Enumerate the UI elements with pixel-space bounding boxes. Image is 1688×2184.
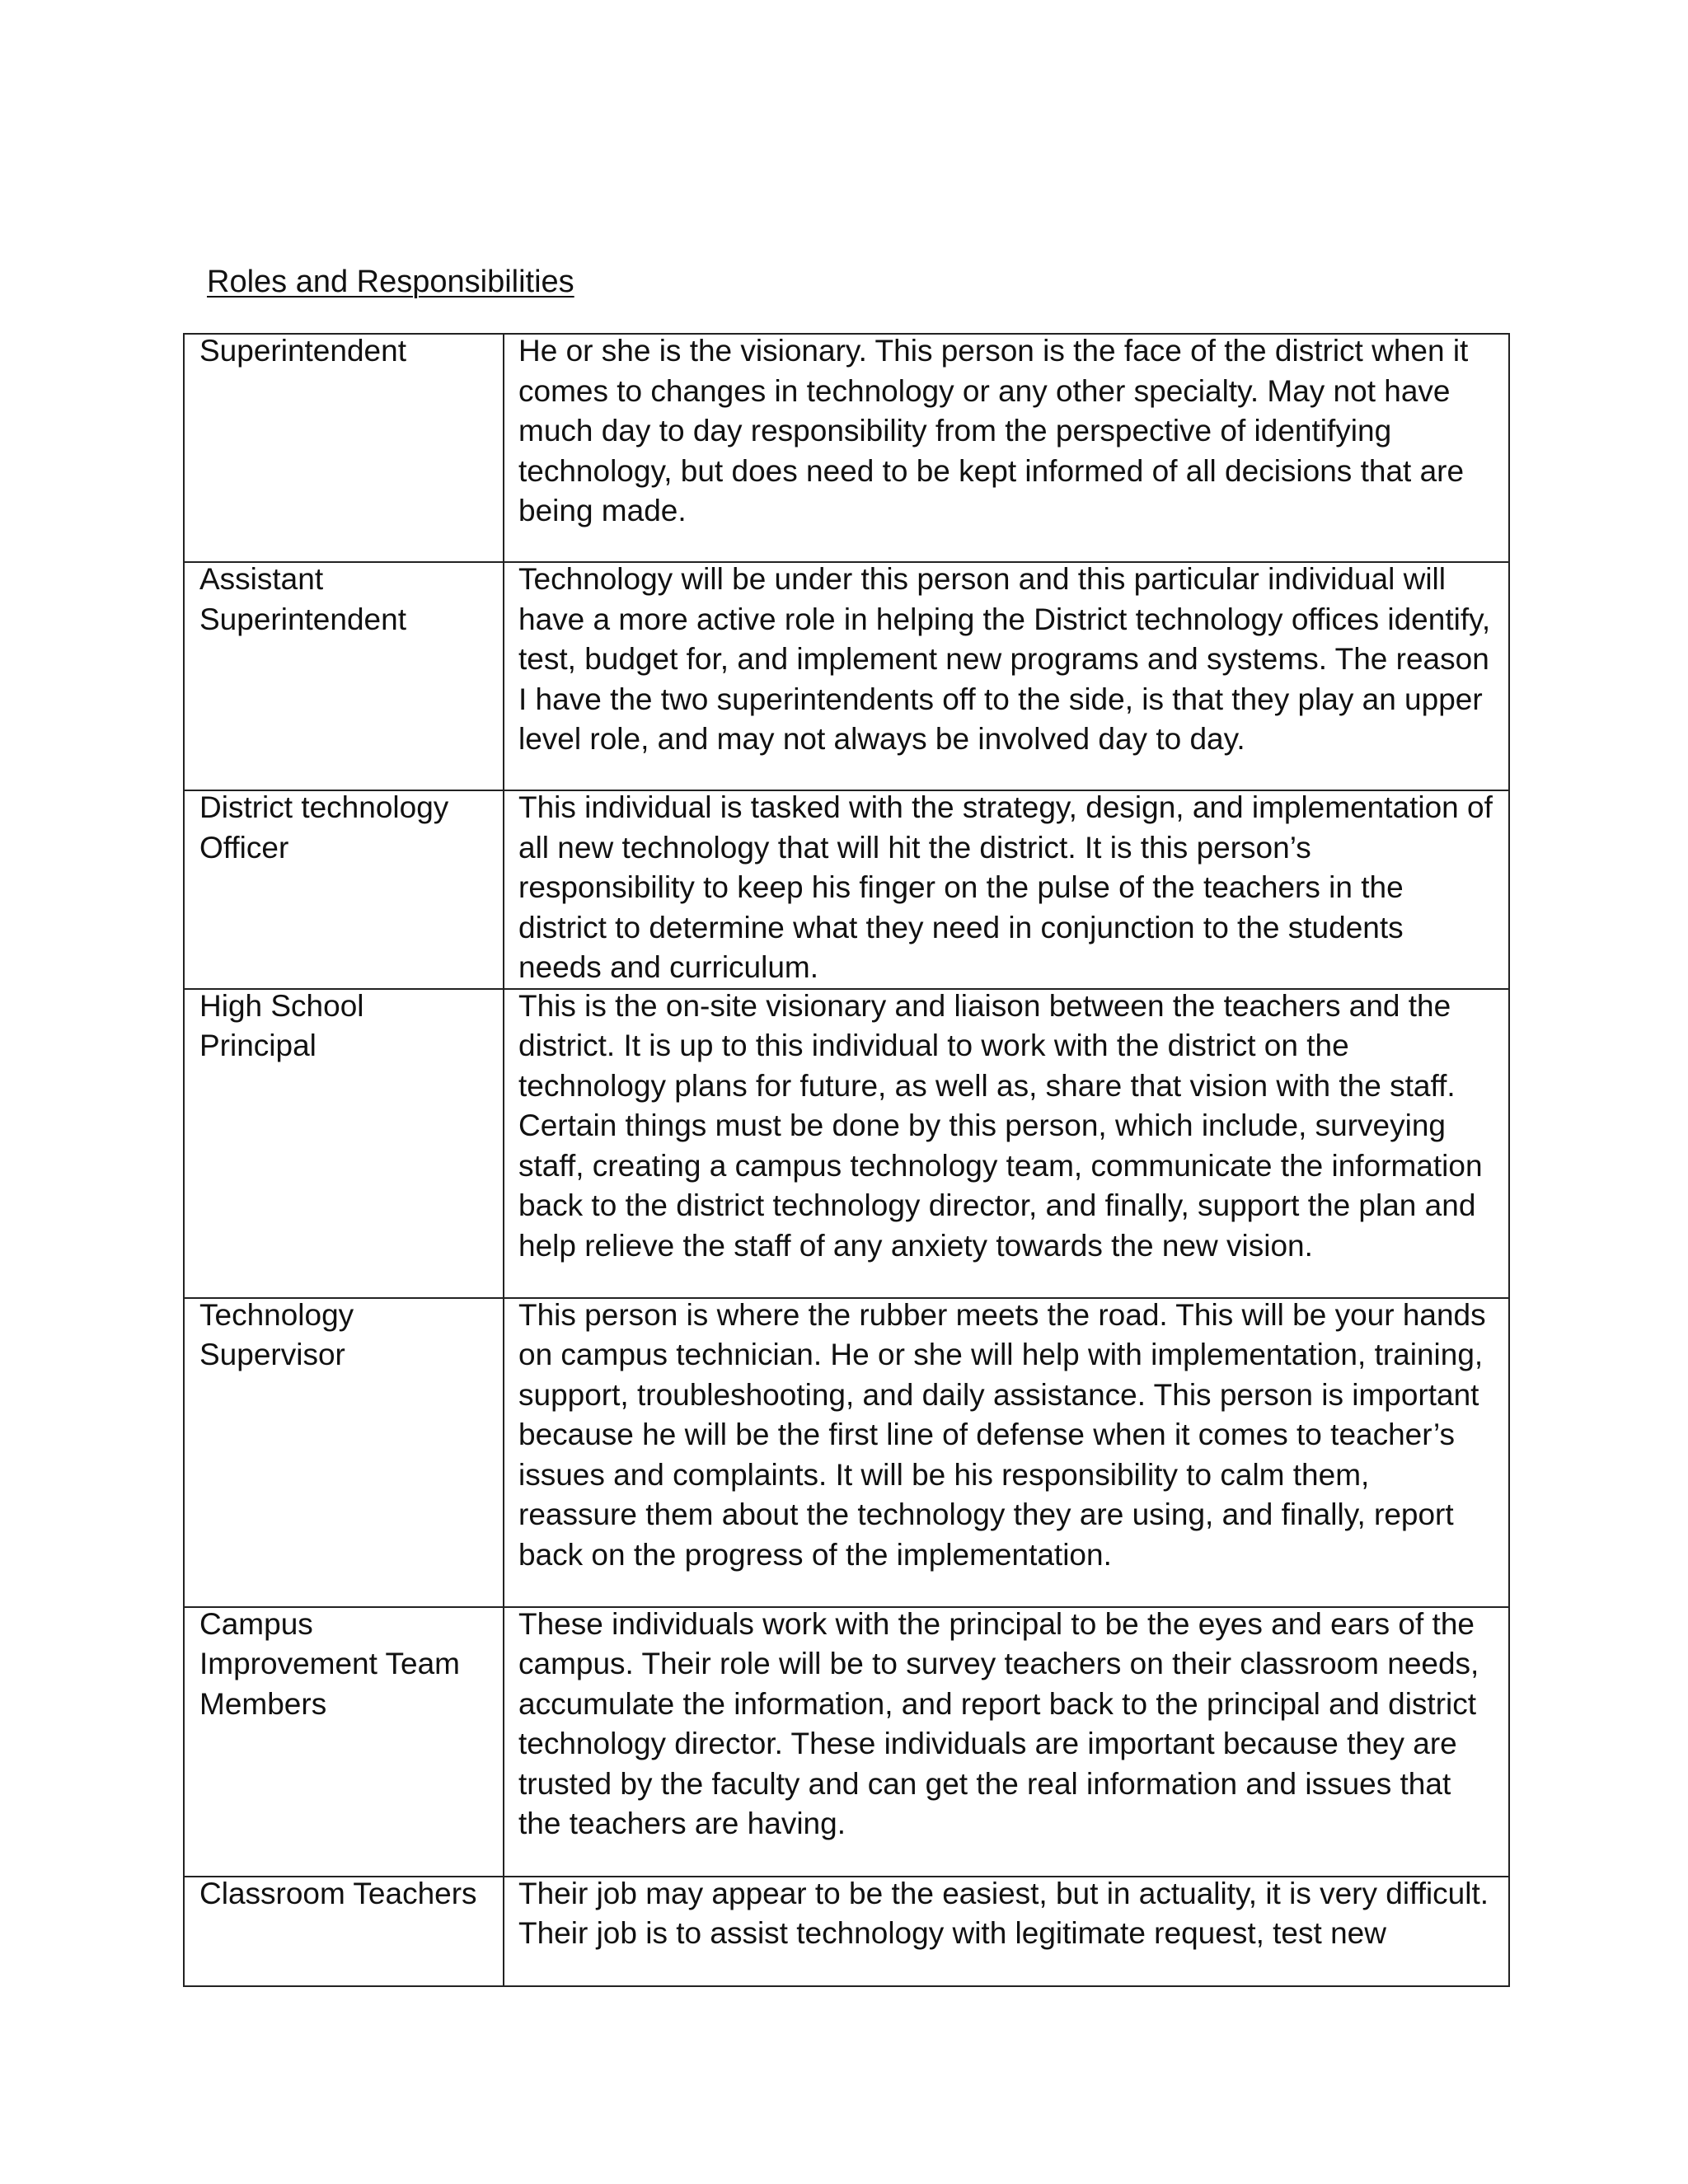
description-cell	[504, 334, 1509, 562]
role-name: Superintendent	[199, 334, 406, 368]
roles-table	[183, 333, 1510, 1987]
role-name: Campus Improvement Team Members	[199, 1606, 460, 1721]
role-name: Technology Supervisor	[199, 1297, 354, 1371]
role-description: Their job may appear to be the easiest, but in actuality, it is very difficult. Their job is to assist technology with legitimate request, test new	[518, 1876, 1489, 1950]
table-row	[184, 989, 1509, 1298]
role-description: This is the on-site visionary and liaison between the teachers and the district. It is up to this individual to work with the district on the technology plans for future, as well as, share that vision with the staff. Certain things must be done by this person, which include, surveying staff, creating a campus technology team, communicate the information back to the district technology director, and finally, support the plan and help relieve the staff of any anxiety towards the new vision.	[518, 988, 1483, 1263]
description-cell	[504, 1298, 1509, 1607]
description-cell	[504, 989, 1509, 1298]
role-cell	[184, 334, 504, 562]
role-name: Assistant Superintendent	[199, 562, 406, 636]
role-description: He or she is the visionary. This person is the face of the district when it comes to changes in technology or any other specialty. May not have much day to day responsibility from the perspective of identifying technology, but does need to be kept informed of all decisions that are being made.	[518, 334, 1469, 527]
description-cell	[504, 562, 1509, 790]
role-cell	[184, 562, 504, 790]
document-title: Roles and Responsibilities	[207, 265, 574, 299]
role-cell	[184, 1607, 504, 1877]
table-row	[184, 790, 1509, 989]
role-name: Classroom Teachers	[199, 1876, 477, 1910]
role-description: This person is where the rubber meets the road. This will be your hands on campus technician. He or she will help with implementation, training, support, troubleshooting, and daily assistance. This person is important because he will be the first line of defense when it comes to teacher’s issues and complaints. It will be his responsibility to calm them, reassure them about the technology they are using, and finally, report back on the progress of the implementation.	[518, 1297, 1486, 1572]
table-row	[184, 1877, 1509, 1986]
role-description: Technology will be under this person and this particular individual will have a more active role in helping the District technology offices identify, test, budget for, and implement new programs and systems. The reason I have the two superintendents off to the side, is that they play an upper level role, and may not always be involved day to day.	[518, 562, 1491, 756]
role-description: These individuals work with the principal to be the eyes and ears of the campus. Their role will be to survey teachers on their classroom needs, accumulate the information, and report back to the principal and district technology director. These individuals are important because they are trusted by the faculty and can get the real information and issues that the teachers are having.	[518, 1606, 1479, 1840]
role-name: High School Principal	[199, 988, 364, 1062]
table-row	[184, 334, 1509, 562]
role-cell	[184, 790, 504, 989]
description-cell	[504, 1607, 1509, 1877]
description-cell	[504, 1877, 1509, 1986]
table-row	[184, 562, 1509, 790]
table-row	[184, 1607, 1509, 1877]
table-row	[184, 1298, 1509, 1607]
role-name: District technology Officer	[199, 790, 449, 865]
description-cell	[504, 790, 1509, 989]
role-cell	[184, 1877, 504, 1986]
role-description: This individual is tasked with the strategy, design, and implementation of all new technology that will hit the district. It is this person’s responsibility to keep his finger on the pulse of the teachers in the district to determine what they need in conjunction to the students needs and curriculum.	[518, 790, 1493, 984]
role-cell	[184, 989, 504, 1298]
role-cell	[184, 1298, 504, 1607]
